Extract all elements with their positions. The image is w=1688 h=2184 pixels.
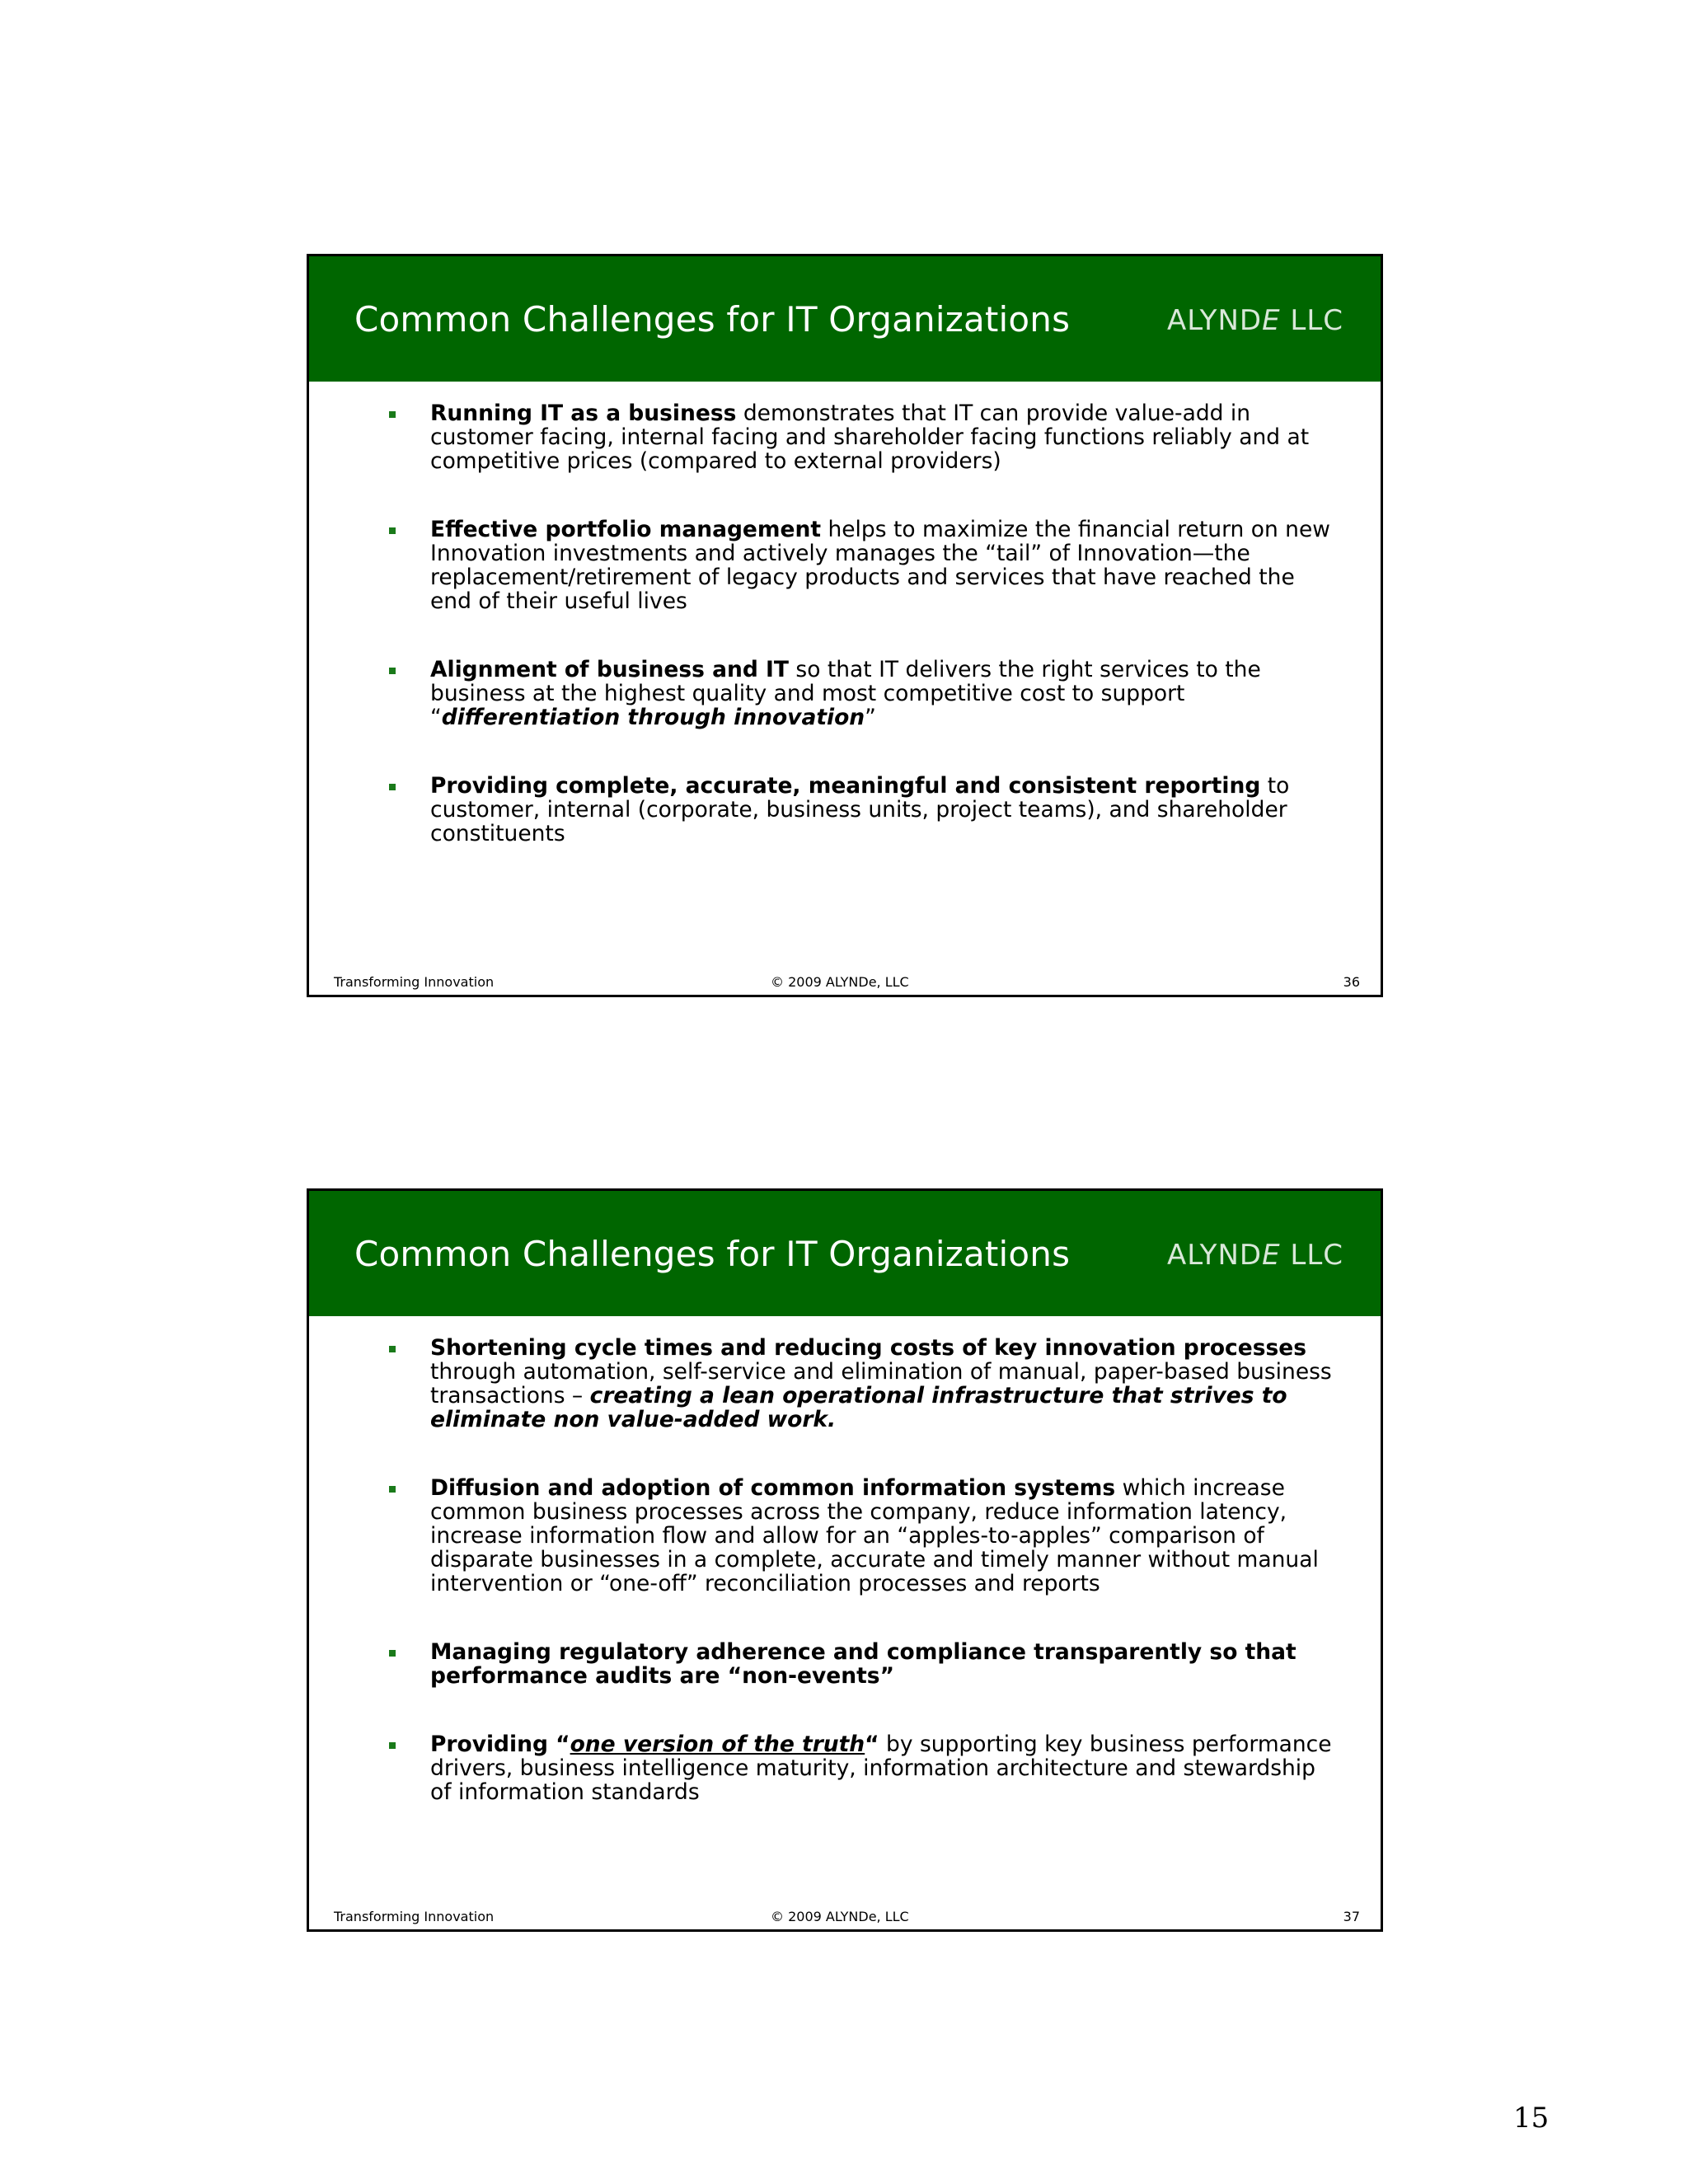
square-bullet-icon — [389, 1346, 396, 1352]
quote-open: “ — [430, 705, 442, 730]
bullet-item — [387, 1732, 1332, 1804]
slide-number: 37 — [1343, 1909, 1360, 1924]
bullet-line: intervention or “one-off” reconciliation processes and reports — [430, 1571, 1100, 1596]
bullet-line: drivers, business intelligence maturity, information architecture and stewardship — [430, 1755, 1315, 1781]
bullet-rest: helps to maximize the financial return on new — [821, 517, 1330, 542]
brand-logo — [1167, 1239, 1343, 1272]
bullet-line: customer facing, internal facing and shareholder facing functions reliably and at — [430, 424, 1310, 450]
brand-post: LLC — [1280, 1239, 1343, 1272]
bullet-line: competitive prices (compared to external providers) — [430, 448, 1001, 474]
slide-header — [309, 1191, 1381, 1316]
slide-header — [309, 256, 1381, 382]
bullet-line: replacement/retirement of legacy products and services that have reached the — [430, 565, 1295, 590]
brand-e: E — [1262, 1239, 1281, 1272]
slide-title: Common Challenges for IT Organizations — [354, 1234, 1071, 1274]
bullet-emphasis: differentiation through innovation — [441, 705, 865, 730]
page-number: 15 — [1513, 2102, 1550, 2135]
brand-pre: ALYND — [1167, 1239, 1263, 1272]
brand-post: LLC — [1280, 304, 1343, 337]
footer-copyright: © 2009 ALYNDe, LLC — [771, 974, 909, 990]
bullet-line: of information standards — [430, 1779, 700, 1805]
bullet-line: disparate businesses in a complete, accurate and timely manner without manual — [430, 1547, 1319, 1572]
bullet-item — [387, 401, 1309, 473]
bullet-line: constituents — [430, 821, 565, 846]
bullet-bold: Effective portfolio management — [430, 517, 822, 542]
bullet-text — [430, 1732, 1332, 1804]
bullet-rest: which increase — [1115, 1475, 1285, 1501]
brand-e: E — [1262, 304, 1281, 337]
square-bullet-icon — [389, 527, 396, 534]
slide-number: 36 — [1343, 974, 1360, 990]
quote-close: ” — [865, 705, 876, 730]
bullet-line: increase information flow and allow for an “apples-to-apples” comparison of — [430, 1523, 1264, 1549]
footer-left: Transforming Innovation — [334, 974, 495, 990]
bullet-line: customer, internal (corporate, business units, project teams), and shareholder — [430, 797, 1287, 823]
bullet-bold: performance audits are “non-events” — [430, 1663, 894, 1689]
bullet-line: Innovation investments and actively manages the “tail” of Innovation—the — [430, 541, 1250, 566]
bullet-rest: demonstrates that IT can provide value-add in — [736, 401, 1251, 426]
bullet-item — [387, 774, 1289, 846]
brand-logo — [1167, 304, 1343, 337]
bullet-bold: Shortening cycle times and reducing costs of key innovation processes — [430, 1335, 1307, 1361]
bullet-rest: so that IT delivers the right services to the — [789, 657, 1261, 682]
slide-title: Common Challenges for IT Organizations — [354, 299, 1071, 340]
bullet-bold: Providing “ — [430, 1732, 570, 1757]
bullet-bold: Diffusion and adoption of common information systems — [430, 1475, 1116, 1501]
footer-left: Transforming Innovation — [334, 1909, 495, 1924]
bullet-line: end of their useful lives — [430, 588, 687, 614]
square-bullet-icon — [389, 668, 396, 674]
slide-37 — [307, 1188, 1383, 1932]
square-bullet-icon — [389, 1650, 396, 1657]
bullet-text — [430, 518, 1330, 613]
square-bullet-icon — [389, 784, 396, 790]
square-bullet-icon — [389, 411, 396, 418]
bullet-line: common business processes across the company, reduce information latency, — [430, 1499, 1287, 1525]
bullet-item — [387, 1476, 1319, 1596]
bullet-item — [387, 1336, 1332, 1432]
bullet-emphasis-underlined: one version of the truth — [570, 1732, 865, 1757]
bullet-text — [430, 658, 1261, 729]
bullet-bold: “ — [865, 1732, 879, 1757]
bullet-text — [430, 774, 1289, 846]
square-bullet-icon — [389, 1486, 396, 1493]
bullet-text — [430, 1640, 1296, 1688]
brand-pre: ALYND — [1167, 304, 1263, 337]
bullet-item — [387, 658, 1261, 729]
bullet-rest: by supporting key business performance — [879, 1732, 1332, 1757]
bullet-line: through automation, self-service and elimination of manual, paper-based business — [430, 1359, 1332, 1385]
bullet-text — [430, 401, 1309, 473]
square-bullet-icon — [389, 1742, 396, 1749]
bullet-bold: Managing regulatory adherence and compliance transparently so that — [430, 1639, 1296, 1665]
bullet-item — [387, 518, 1330, 613]
bullet-text — [430, 1336, 1332, 1432]
footer-copyright: © 2009 ALYNDe, LLC — [771, 1909, 909, 1924]
bullet-bold: Running IT as a business — [430, 401, 737, 426]
bullet-text — [430, 1476, 1319, 1596]
bullet-emphasis: creating a lean operational infrastructure that strives to — [589, 1383, 1287, 1408]
slide-36 — [307, 254, 1383, 997]
bullet-line: business at the highest quality and most competitive cost to support — [430, 681, 1185, 706]
bullet-rest: to — [1260, 773, 1290, 799]
bullet-bold: Providing complete, accurate, meaningful and consistent reporting — [430, 773, 1261, 799]
bullet-bold: Alignment of business and IT — [430, 657, 789, 682]
bullet-line: transactions – — [430, 1383, 590, 1408]
bullet-emphasis: eliminate non value-added work. — [430, 1407, 837, 1432]
bullet-item — [387, 1640, 1296, 1688]
